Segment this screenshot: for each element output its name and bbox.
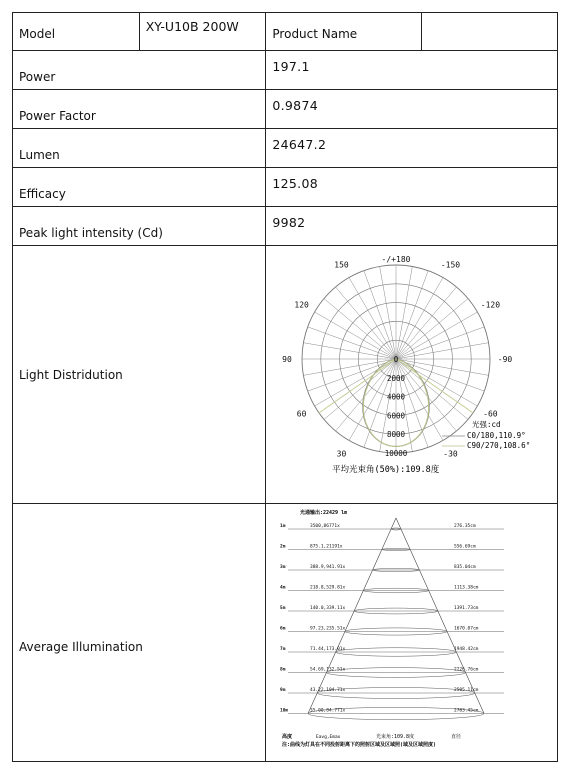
illumination-diagram (266, 504, 552, 758)
spec-value: 125.08 (266, 168, 558, 207)
row-lux: 388.9,941.91x (310, 565, 346, 570)
spec-label: Power Factor (13, 90, 266, 129)
footer-beam-label: 光束角:109.8度 (376, 734, 415, 740)
unit-label: 光强:cd (472, 420, 501, 429)
footer-height-label: 高度 (282, 734, 293, 740)
illumination-diagram-cell (266, 504, 558, 762)
angle-label: -60 (483, 409, 499, 419)
row-height: 3m (280, 565, 286, 570)
spec-label: Power (13, 51, 266, 90)
light-distribution-row (13, 246, 558, 504)
row-diameter: 1670.07cm (454, 626, 479, 632)
row-height: 6m (280, 626, 286, 632)
product-name-label: Product Name (266, 13, 422, 51)
ring-label: 10000 (385, 449, 408, 458)
spec-sheet (12, 12, 558, 768)
model-label: Model (13, 13, 140, 51)
product-name-value (422, 13, 558, 51)
row-diameter: 1391.73cm (454, 606, 479, 611)
model-row (13, 13, 558, 51)
row-lux: 35.00,84.771x (310, 708, 346, 714)
angle-label: 150 (334, 260, 350, 270)
spec-row-power (13, 51, 558, 90)
spec-row-lumen (13, 129, 558, 168)
angle-label: 60 (297, 409, 307, 419)
spec-row-efficacy (13, 168, 558, 207)
spec-label: Lumen (13, 129, 266, 168)
row-diameter: 2783.45cm (454, 708, 479, 714)
ring-label: 6000 (387, 411, 406, 421)
row-lux: 218.8,529.81x (310, 585, 346, 591)
angle-label: -120 (481, 300, 501, 310)
flux-title: 光通输出:22429 lm (300, 510, 348, 516)
beam-angle-caption: 平均光束角(50%):109.8度 (332, 465, 440, 475)
polar-diagram (266, 246, 552, 500)
ring-label: 0 (394, 355, 399, 364)
light-distribution-label: Light Distridution (13, 246, 266, 504)
row-lux: 97.23,235.51x (310, 626, 346, 632)
row-height: 2m (280, 544, 286, 550)
angle-label: 90 (282, 355, 293, 364)
angle-label: -150 (441, 260, 461, 270)
footer-diameter-label: 直径 (451, 734, 462, 740)
row-lux: 43.22,104.71x (310, 688, 346, 693)
ring-label: 2000 (387, 373, 406, 383)
row-height: 4m (280, 585, 286, 591)
average-illumination-row (13, 504, 558, 762)
row-lux: 54.69,132.51x (310, 667, 346, 673)
angle-label: -30 (443, 449, 459, 459)
row-lux: 71.44,173.01x (310, 647, 346, 652)
row-height: 1m (280, 524, 286, 529)
row-height: 8m (280, 667, 286, 673)
row-height: 5m (280, 606, 286, 611)
angle-label: 30 (337, 449, 347, 459)
spec-row-peak-intensity (13, 207, 558, 246)
angle-label: -/+180 (381, 255, 411, 264)
row-lux: 3500,86771x (310, 524, 341, 529)
row-diameter: 1948.42cm (454, 647, 479, 652)
spec-label: Peak light intensity (Cd) (13, 207, 266, 246)
row-lux: 875.1,21191x (310, 544, 343, 550)
row-diameter: 835.04cm (454, 565, 477, 570)
angle-label: 120 (294, 300, 310, 310)
average-illumination-label: Average Illumination (13, 504, 266, 762)
spec-value: 24647.2 (266, 129, 558, 168)
illumination-rows (280, 523, 479, 714)
spec-value: 9982 (266, 207, 558, 246)
angle-label: -90 (498, 355, 513, 364)
row-diameter: 276.35cm (454, 524, 477, 529)
row-height: 10m (280, 708, 289, 714)
row-height: 7m (280, 647, 286, 652)
row-diameter: 2505.11cm (454, 688, 479, 693)
ring-label: 4000 (387, 392, 406, 402)
footer-note: 注:曲线为灯具在不同投射距离下的照射区域及区域照(域及区域照度) (282, 742, 437, 748)
spec-value: 197.1 (266, 51, 558, 90)
row-height: 9m (280, 688, 286, 693)
spec-label: Efficacy (13, 168, 266, 207)
row-diameter: 556.69cm (454, 544, 477, 550)
footer-eavg-label: Eavg,Emax (316, 735, 341, 740)
legend-c90: C90/270,108.6° (467, 441, 531, 450)
spec-value: 0.9874 (266, 90, 558, 129)
ring-label: 8000 (387, 430, 406, 440)
row-diameter: 2226.76cm (454, 667, 479, 673)
spec-table (12, 12, 558, 762)
polar-diagram-cell (266, 246, 558, 504)
row-diameter: 1113.38cm (454, 585, 479, 591)
legend-c0: C0/180,110.9° (467, 431, 527, 440)
model-value: XY-U10B 200W (139, 13, 266, 51)
row-lux: 140.0,339.11x (310, 606, 346, 611)
spec-row-power-factor (13, 90, 558, 129)
